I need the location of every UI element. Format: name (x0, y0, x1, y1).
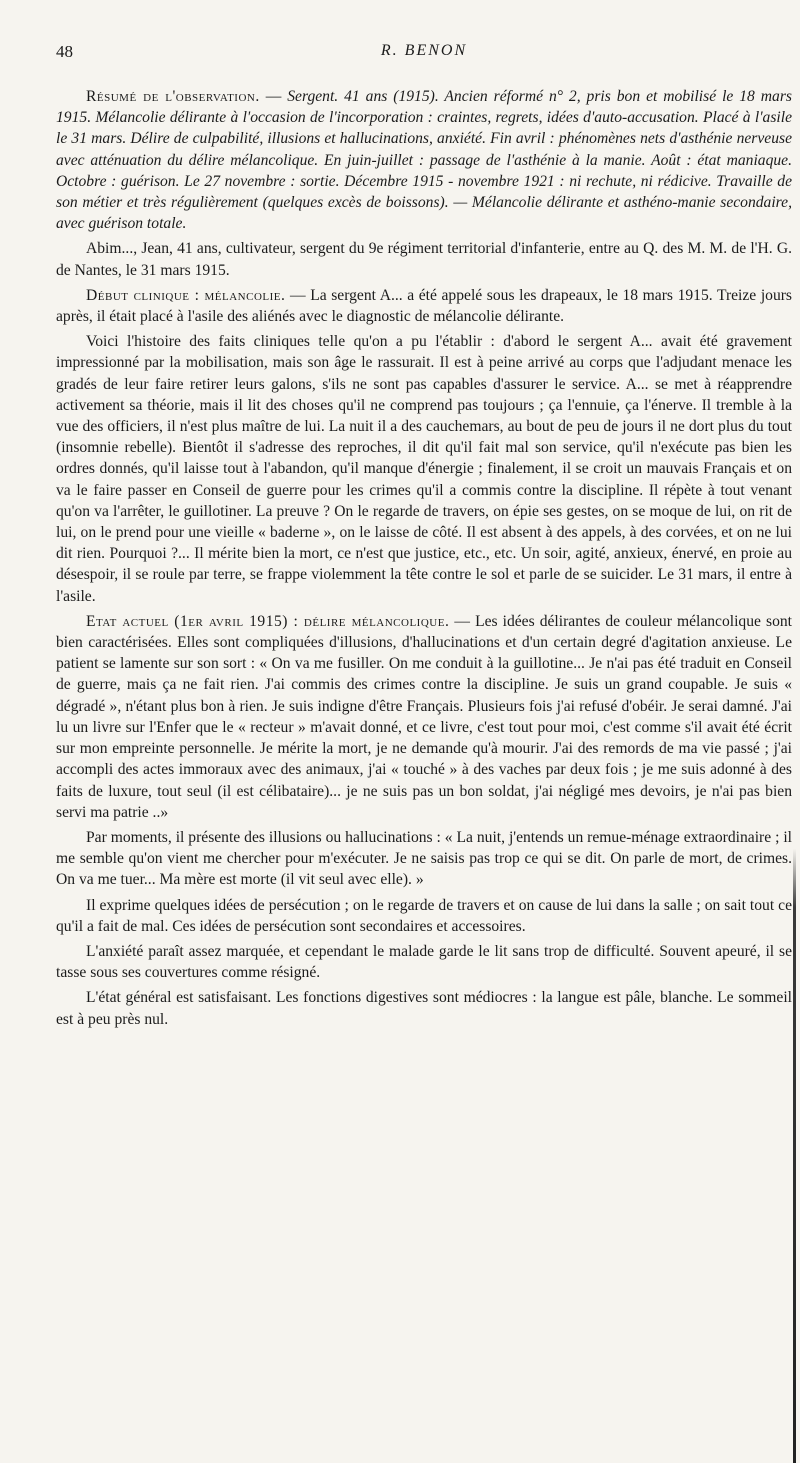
paragraph-text: L'anxiété paraît assez marquée, et cependant le malade garde le lit sans trop de difficulté. Souvent apeuré, il se tasse sous ses couvertures comme résigné. (56, 942, 792, 982)
paragraph-text: La sergent A... a été appelé sous les drapeaux, le 18 mars 1915. Treize jours après, il était placé à l'asile des aliénés avec le diagnostic de mélancolie délirante. (56, 286, 793, 326)
paragraph-text: Par moments, il présente des illusions ou hallucinations : « La nuit, j'entends un remue-ménage extraordinaire ; il me semble qu'on vient me chercher pour m'exécuter. Je ne saisis pas trop ce qui se dit. On parle de mort, de crimes. On va me tuer... Ma mère est morte (il vit seul avec elle). » (56, 828, 792, 889)
summary-dash: — (259, 88, 288, 105)
running-head: R. BENON (380, 42, 468, 59)
general-state-paragraph (56, 987, 792, 1029)
section-label: Début clinique : mélancolie. (86, 286, 286, 304)
persecution-paragraph (56, 895, 792, 937)
page-edge-shadow (793, 0, 796, 1463)
anxiety-paragraph (56, 941, 792, 983)
current-state-paragraph: Etat actuel (1er avril 1915) : délire mélancolique. — Les idées délirantes de couleur mélancolique sont bien caractérisées. Elles sont compliquées d'illusions, d'hallucinations et d'un certain degré d'agitation anxieuse. Le patient se lamente sur son sort : « On va me fusiller. On me conduit à la guillotine... Je n'ai pas été traduit en Conseil de guerre, mais ça ne fait rien. J'ai commis des crimes contre la discipline. Je suis un grand coupable. Je suis « dégradé », n'étant plus bon à rien. Je suis indigne d'être Français. Plusieurs fois j'ai refusé d'obéir. Je serai damné. J'ai lu un livre sur l'Enfer que le « recteur » m'avait donné, et ce livre, c'est tout pour moi, c'est comme s'il avait été écrit sur mon empreinte personnelle. Je mérite la mort, je ne demande qu'à mourir. J'ai des remords de ma vie passé ; j'ai accompli des actes immoraux avec des animaux, j'ai « touché » à des vaches par deux fois ; je me suis adonné à des faits de luxure, tout seul (il est célibataire)... je ne suis pas un bon soldat, j'ai négligé mes devoirs, je n'ai pas bien servi ma patrie ..» (56, 612, 792, 821)
paragraph-text: Voici l'histoire des faits cliniques telle qu'on a pu l'établir : d'abord le sergent A... avait été gravement impressionné par la mobilisation, mais son âge le rassurait. Il est à peine arrivé au corps que l'adjudant menace les gradés de leur faire retirer leurs galons, s'ils ne sont pas capables d'assurer le service. A... se met à réapprendre activement sa théorie, mais il lit des choses qu'il ne comprend pas toujours ; ça l'ennuie, ça l'énerve. Il tremble à la vue des officiers, il n'est plus maître de lui. La nuit il a des cauchemars, au bout de peu de jours il ne dort plus du tout (insomnie rebelle). Bientôt il s'adresse des reproches, il dit qu'il fait mal son service, qu'il n'exécute pas bien les ordres donnés, qu'il laisse tout à l'abandon, qu'il manque d'énergie ; finalement, il se croit un mauvais Français et on va le faire passer en Conseil de guerre pour les crimes qu'il a commis contre la discipline. Il répète à tout venant qu'on va l'arrêter, le guillotiner. La preuve ? On le regarde de travers, on épie ses gestes, on se moque de lui, on rit de lui, on le prend pour une vieille « baderne », on le laisse de côté. Il est absent à des appels, à des corvées, et on ne lui dit rien. Pourquoi ?... Il mérite bien la mort, ce n'est que justice, etc., etc. Un soir, agité, anxieux, énervé, en proie au désespoir, il se roule par terre, se frappe violemment la tête contre le sol et parle de se suicider. Le 31 mars, il entre à l'asile. (56, 333, 792, 605)
patient-intro-paragraph (56, 238, 792, 280)
paragraph-text: Il exprime quelques idées de persécution ; on le regarde de travers et on cause de lui dans la salle ; on sait tout ce qu'il a fait de mal. Ces idées de persécution sont secondaires et accessoires. (56, 896, 792, 935)
paragraph-text: Les idées délirantes de couleur mélancolique sont bien caractérisées. Elles sont compliquées d'illusions, d'hallucinations et d'un certain degré d'agitation anxieuse. Le patient se lamente sur son sort : « On va me fusiller. On me conduit à la guillotine... Je n'ai pas été traduit en Conseil de guerre, mais ça ne fait rien. J'ai commis des crimes contre la discipline. Je suis un grand coupable. Je suis « dégradé », n'étant plus bon à rien. Je suis indigne d'être Français. Plusieurs fois j'ai refusé d'obéir. Je serai damné. J'ai lu un livre sur l'Enfer que le « recteur » m'avait donné, et ce livre, c'est tout pour moi, c'est comme s'il avait été écrit sur mon empreinte personnelle. Je mérite la mort, je ne demande qu'à mourir. J'ai des remords de ma vie passé ; j'ai accompli des actes immoraux avec des animaux, j'ai « touché » à des vaches par deux fois ; je me suis adonné à des faits de luxure, tout seul (il est célibataire)... je ne suis pas un bon soldat, j'ai négligé mes devoirs, je n'ai pas bien servi ma patrie ..» (56, 612, 792, 821)
section-label: Etat actuel (1er avril 1915) : délire mélancolique. (86, 612, 450, 630)
hallucinations-paragraph (56, 827, 792, 891)
page-number: 48 (56, 42, 73, 61)
document-page (56, 40, 792, 1034)
summary-text: Sergent. 41 ans (1915). Ancien réformé n° 2, pris bon et mobilisé le 18 mars 1915. Mélancolie délirante à l'occasion de l'incorporation : craintes, regrets, idées d'auto-accusation. Placé à l'asile le 31 mars. Délire de culpabilité, illusions et hallucinations, anxiété. Fin avril : phénomènes nets d'asthénie nerveuse avec atténuation du délire mélancolique. En juin-juillet : passage de l'asthénie à la manie. Août : état maniaque. Octobre : guérison. Le 27 novembre : sortie. Décembre 1915 - novembre 1921 : ni rechute, ni rédicive. Travaille de son métier et très régulièrement (quelques excès de boissons). — Mélancolie délirante et asthéno-manie secondaire, avec guérison totale. (56, 88, 792, 233)
summary-paragraph (56, 86, 792, 234)
clinical-onset-paragraph: Début clinique : mélancolie. — La sergent A... a été appelé sous les drapeaux, le 18 mars 1915. Treize jours après, il était placé à l'asile des aliénés avec le diagnostic de mélancolie délirante. (56, 286, 793, 326)
paragraph-text: L'état général est satisfaisant. Les fonctions digestives sont médiocres : la langue est pâle, blanche. Le sommeil est à peu près nul. (56, 989, 792, 1028)
body-text (56, 86, 792, 1030)
page-header (56, 40, 792, 70)
history-paragraph (56, 331, 792, 607)
summary-label: Résumé de l'observation. (86, 88, 260, 105)
paragraph-text: Abim..., Jean, 41 ans, cultivateur, sergent du 9e régiment territorial d'infanterie, entre au Q. des M. M. de l'H. G. de Nantes, le 31 mars 1915. (56, 240, 792, 279)
